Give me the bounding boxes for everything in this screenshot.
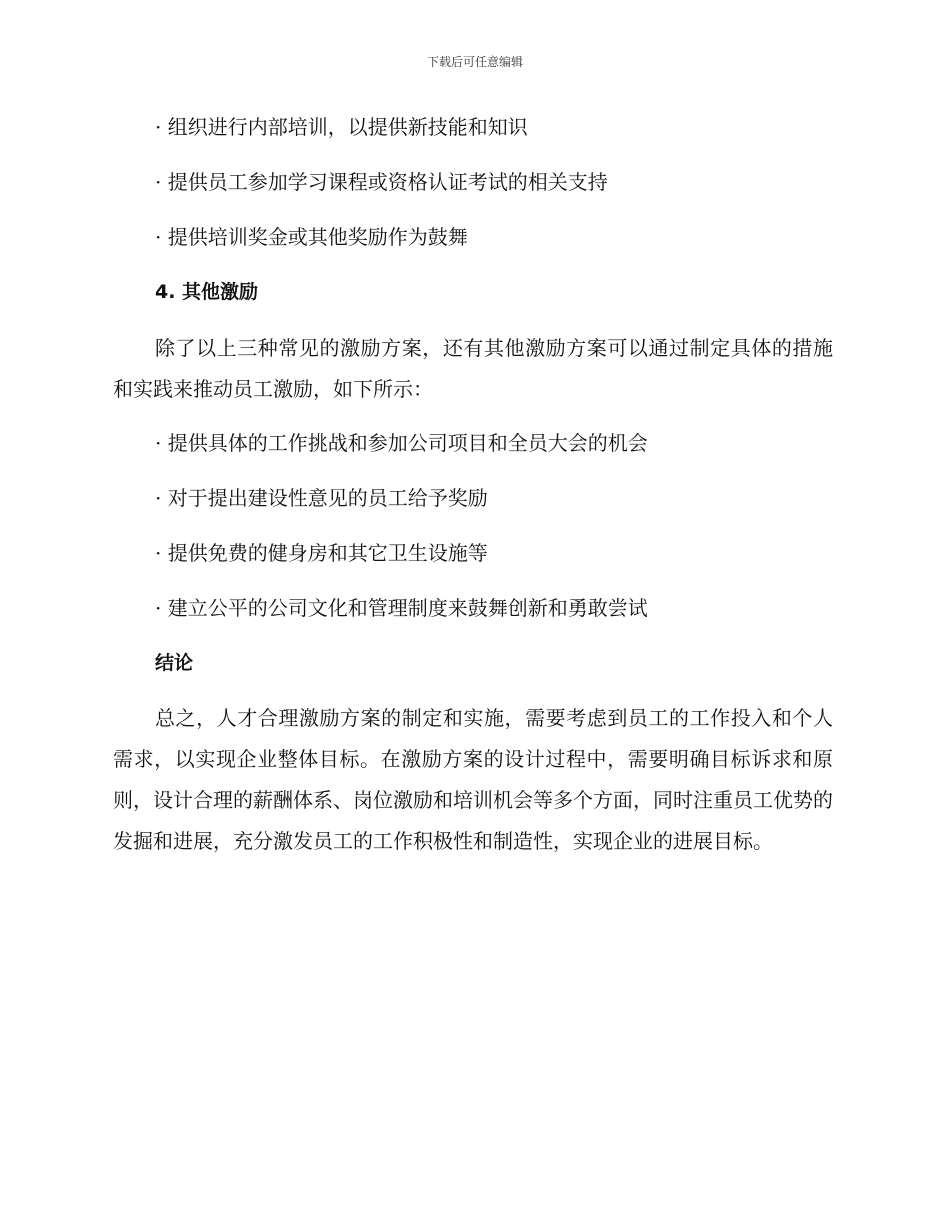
other-bullet-4: · 建立公平的公司文化和管理制度来鼓舞创新和勇敢尝试	[155, 596, 648, 620]
section-intro-paragraph: 除了以上三种常见的激励方案，还有其他激励方案可以通过制定具体的措施和实践来推动员工激励，如下所示：	[113, 336, 833, 401]
training-bullet-2: · 提供员工参加学习课程或资格认证考试的相关支持	[155, 170, 608, 194]
training-bullet-1: · 组织进行内部培训，以提供新技能和知识	[155, 115, 528, 139]
page-header: 下载后可任意编辑	[426, 55, 523, 69]
conclusion-paragraph: 总之，人才合理激励方案的制定和实施，需要考虑到员工的工作投入和个人需求，以实现企业整体目标。在激励方案的设计过程中，需要明确目标诉求和原则，设计合理的薪酬体系、岗位激励和培训机会等多个方面，同时注重员工优势的发掘和进展，充分激发员工的工作积极性和制造性，实现企业的进展目标。	[113, 706, 833, 853]
other-bullet-2: · 对于提出建设性意见的员工给予奖励	[155, 486, 488, 510]
section-heading-other-incentives: 4. 其他激励	[155, 281, 259, 303]
conclusion-heading: 结论	[155, 652, 194, 674]
training-bullet-3: · 提供培训奖金或其他奖励作为鼓舞	[155, 225, 468, 249]
other-bullet-1: · 提供具体的工作挑战和参加公司项目和全员大会的机会	[155, 431, 648, 455]
other-bullet-3: · 提供免费的健身房和其它卫生设施等	[155, 541, 488, 565]
